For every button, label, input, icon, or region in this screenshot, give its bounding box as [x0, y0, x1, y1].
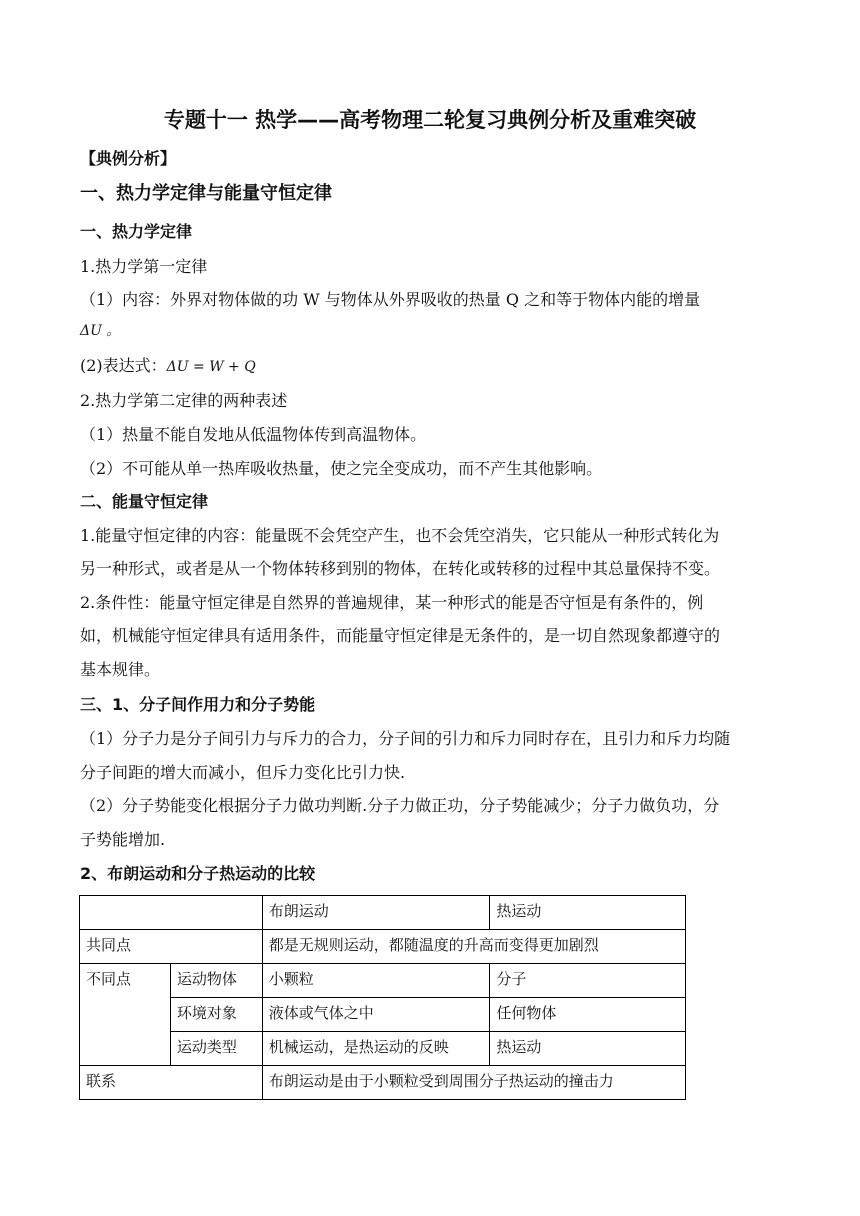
brownian-cell: 小颗粒 [262, 964, 490, 998]
header-brownian: 布朗运动 [262, 896, 490, 930]
table-row [80, 998, 686, 1032]
header-thermal: 热运动 [490, 896, 686, 930]
document-title: 专题十一 热学——高考物理二轮复习典例分析及重难突破 [163, 108, 697, 132]
law2-point-1: （1）热量不能自发地从低温物体传到高温物体。 [80, 425, 427, 444]
molecular-p1-line2: 分子间距的增大而减小，但斥力变化比引力快. [80, 763, 406, 782]
comparison-table [79, 895, 686, 1100]
energy-p1-line2: 另一种形式，或者是从一个物体转移到别的物体，在转化或转移的过程中其总量保持不变。 [80, 559, 721, 578]
aspect-cell: 运动物体 [170, 964, 262, 998]
aspect-cell: 运动类型 [170, 1032, 262, 1066]
energy-p2-line3: 基本规律。 [80, 660, 161, 679]
relation-value: 布朗运动是由于小颗粒受到周围分子热运动的撞击力 [262, 1066, 685, 1100]
table-row [80, 1032, 686, 1066]
table-header-row [80, 896, 686, 930]
molecular-p1-line1: （1）分子力是分子间引力与斥力的合力，分子间的引力和斥力同时存在，且引力和斥力均随 [80, 729, 731, 748]
energy-p1-line1: 1.能量守恒定律的内容：能量既不会凭空产生，也不会凭空消失，它只能从一种形式转化为 [80, 526, 720, 545]
relation-label: 联系 [80, 1066, 263, 1100]
aspect-cell: 环境对象 [170, 998, 262, 1032]
main-heading: 一、热力学定律与能量守恒定律 [80, 183, 332, 204]
law1-expression-label: (2)表达式： [80, 356, 167, 375]
energy-p2-line1: 2.条件性：能量守恒定律是自然界的普遍规律，某一种形式的能是否守恒是有条件的，例 [80, 593, 704, 612]
section-label: 【典例分析】 [80, 149, 177, 168]
energy-p2-line2: 如，机械能守恒定律具有适用条件，而能量守恒定律是无条件的，是一切自然现象都遵守的 [80, 626, 721, 645]
law2-point-2: （2）不可能从单一热库吸收热量，使之完全变成功，而不产生其他影响。 [80, 459, 603, 478]
law1-content: （1）内容：外界对物体做的功 W 与物体从外界吸收的热量 Q 之和等于物体内能的增量 [80, 290, 701, 309]
law1-expression-line [80, 355, 256, 378]
law1-symbol: ΔU 。 [80, 323, 121, 339]
common-value: 都是无规则运动，都随温度的升高而变得更加剧烈 [262, 930, 685, 964]
table-row-relation [80, 1066, 686, 1100]
law2-title: 2.热力学第二定律的两种表述 [80, 391, 288, 410]
heading-molecular-force: 三、1、分子间作用力和分子势能 [80, 695, 316, 714]
table-corner-cell [80, 896, 263, 930]
thermal-cell: 热运动 [490, 1032, 686, 1066]
thermal-cell: 分子 [490, 964, 686, 998]
table-row-common [80, 930, 686, 964]
common-label: 共同点 [80, 930, 263, 964]
heading-energy-conservation: 二、能量守恒定律 [80, 492, 209, 511]
molecular-p2-line1: （2）分子势能变化根据分子力做功判断.分子力做正功，分子势能减少；分子力做负功，分 [80, 796, 720, 815]
brownian-cell: 机械运动，是热运动的反映 [262, 1032, 490, 1066]
law1-expression-formula: ΔU = W + Q [166, 359, 256, 375]
law1-title: 1.热力学第一定律 [80, 257, 208, 276]
brownian-cell: 液体或气体之中 [262, 998, 490, 1032]
difference-label: 不同点 [80, 964, 171, 1066]
molecular-p2-line2: 子势能增加. [80, 830, 166, 849]
table-row [80, 964, 686, 998]
thermal-cell: 任何物体 [490, 998, 686, 1032]
heading-thermodynamics: 一、热力学定律 [80, 222, 193, 241]
heading-brownian-comparison: 2、布朗运动和分子热运动的比较 [80, 864, 316, 883]
